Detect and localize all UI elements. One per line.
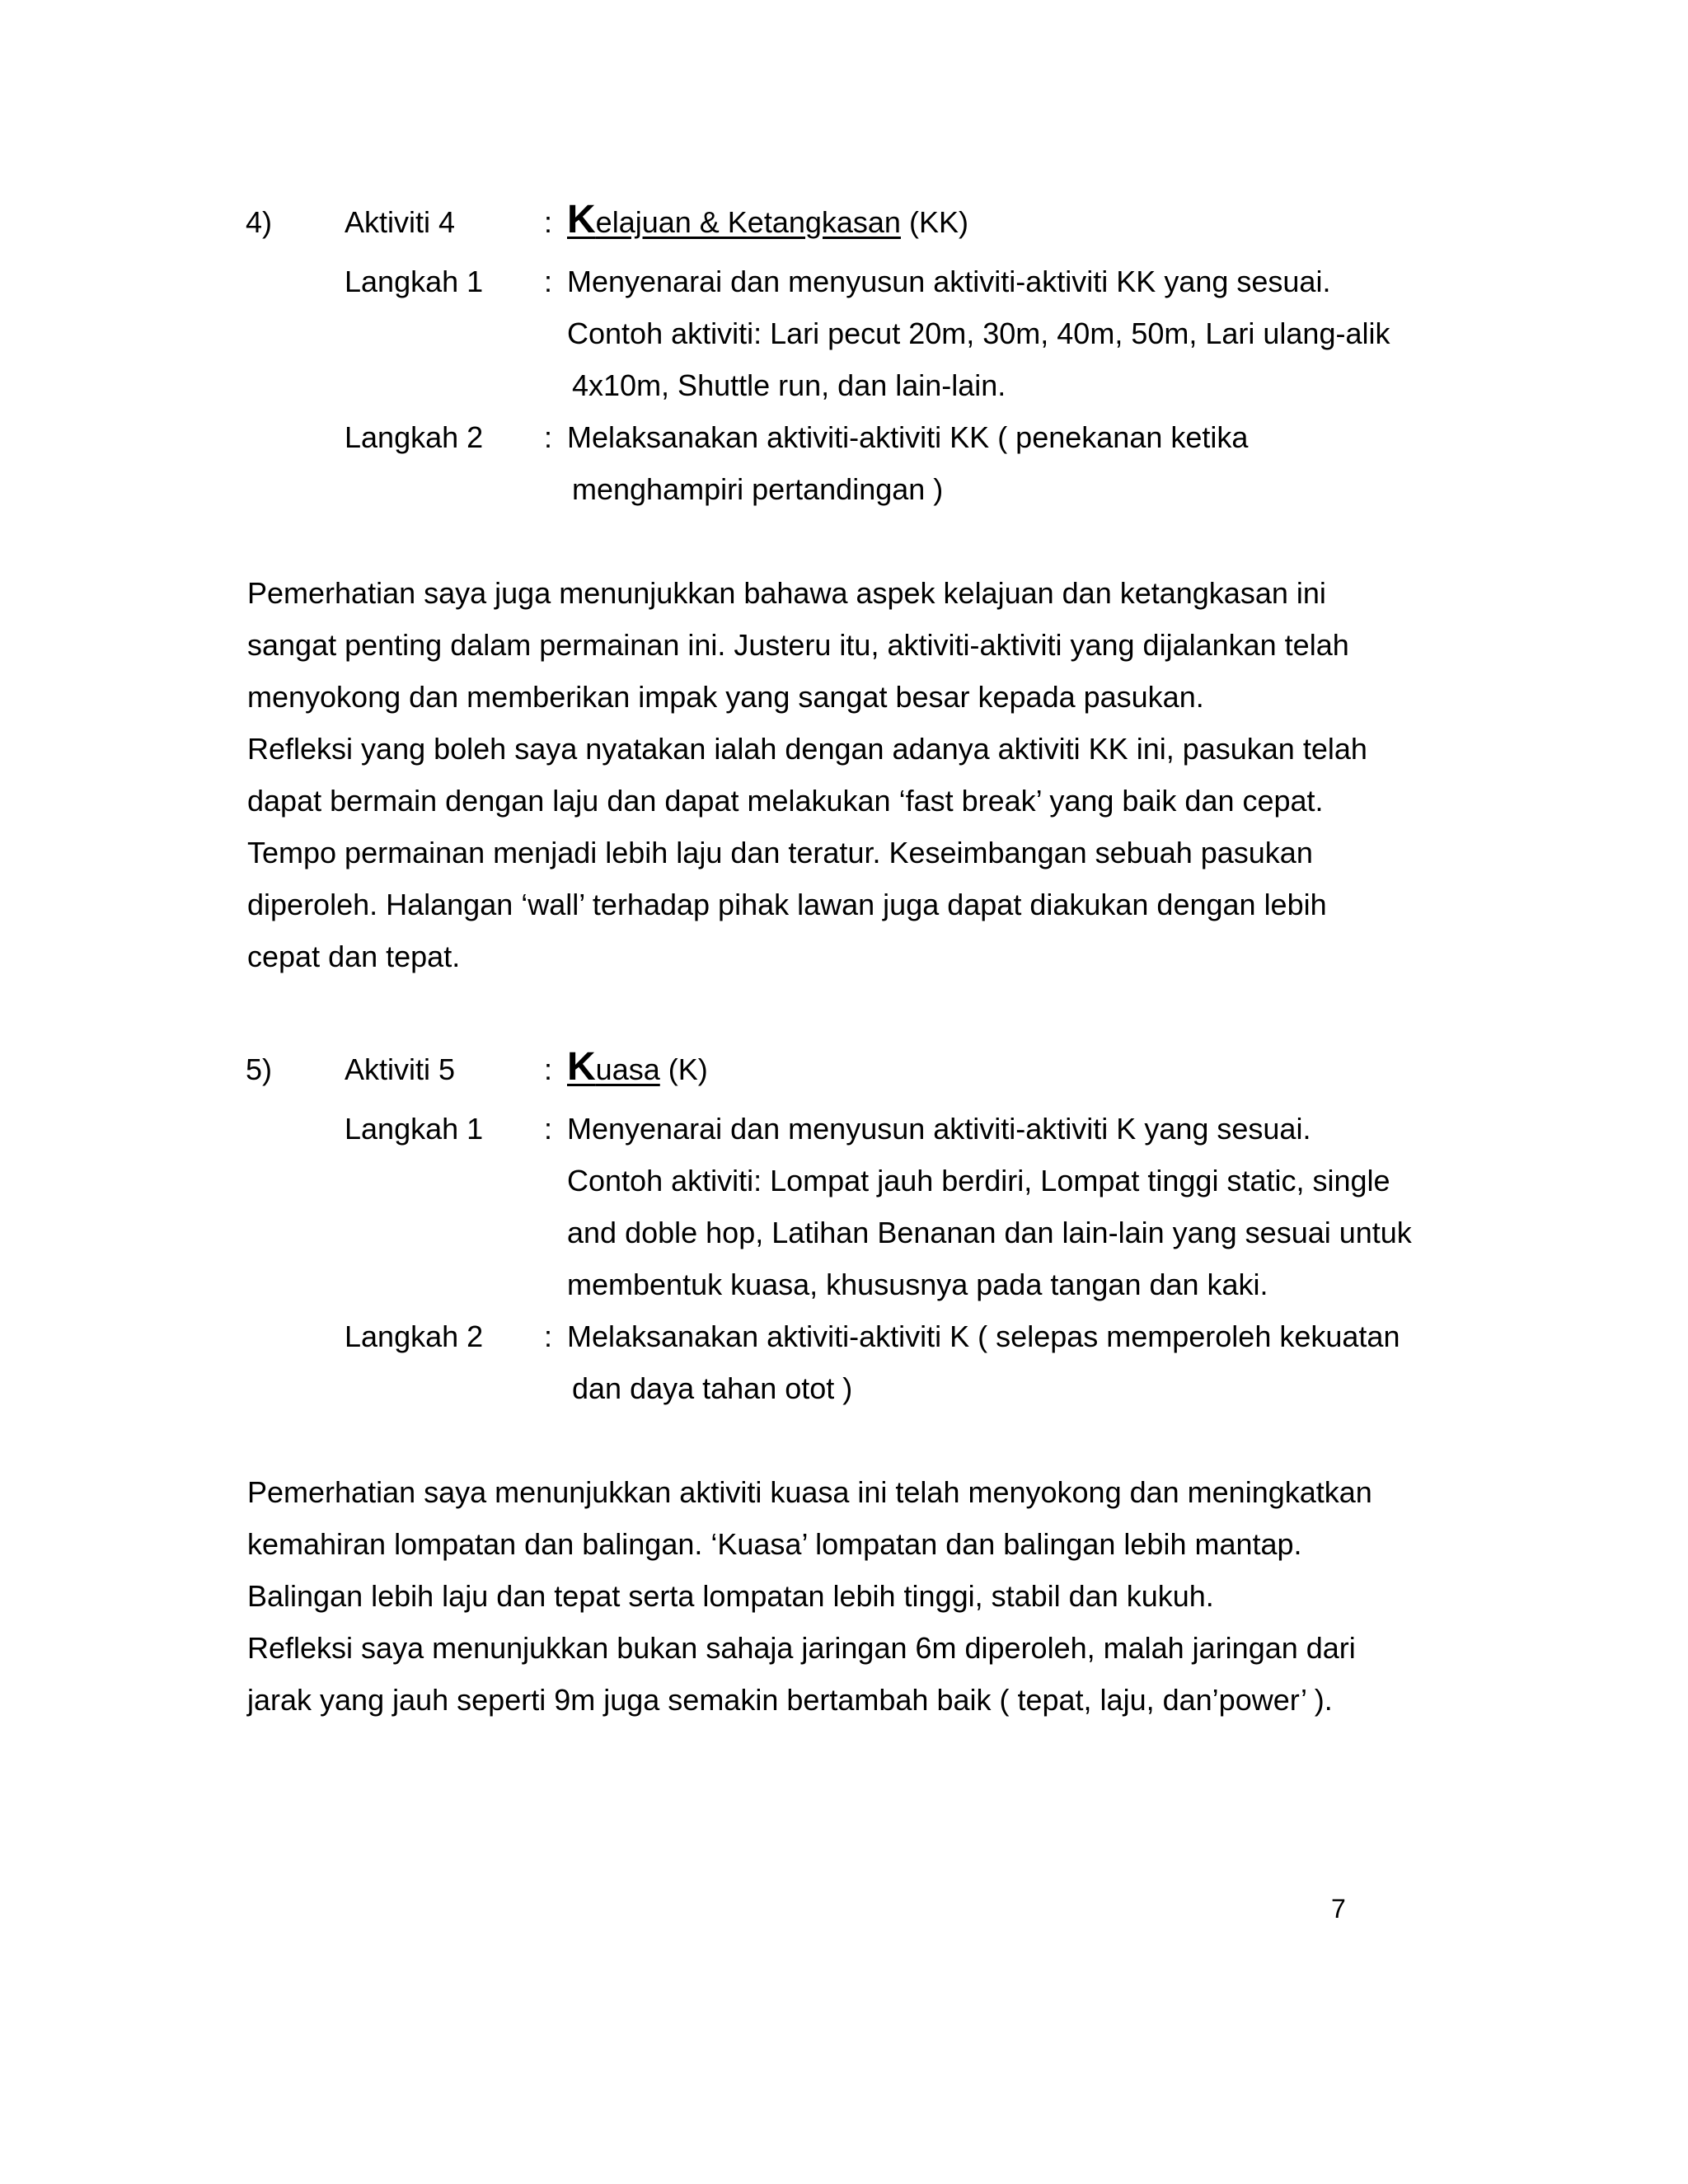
colon: : bbox=[544, 205, 553, 239]
step-text-line: Melaksanakan aktiviti-aktiviti K ( selepas memperoleh kekuatan bbox=[567, 1319, 1400, 1353]
activity-label: Aktiviti 4 bbox=[345, 205, 456, 239]
paragraph-line: kemahiran lompatan dan balingan. ‘Kuasa’ lompatan dan balingan lebih mantap. bbox=[247, 1527, 1302, 1561]
title-suffix: (KK) bbox=[908, 205, 968, 239]
section-number: 4) bbox=[246, 205, 273, 239]
step-label: Langkah 2 bbox=[345, 1319, 484, 1353]
step-label: Langkah 2 bbox=[345, 420, 484, 454]
paragraph-line: diperoleh. Halangan ‘wall’ terhadap pihak lawan juga dapat diakukan dengan lebih bbox=[247, 888, 1327, 921]
step-text-line: Menyenarai dan menyusun aktiviti-aktiviti K yang sesuai. bbox=[567, 1112, 1311, 1146]
activity-title-underlined bbox=[567, 198, 901, 241]
activity-title-underlined bbox=[567, 1045, 660, 1089]
step-label: Langkah 1 bbox=[345, 1112, 484, 1146]
step-text-line: Contoh aktiviti: Lompat jauh berdiri, Lompat tinggi static, single bbox=[567, 1164, 1390, 1197]
section-number: 5) bbox=[246, 1052, 273, 1086]
step-text-line: Melaksanakan aktiviti-aktiviti KK ( penekanan ketika bbox=[567, 420, 1249, 454]
paragraph-line: dapat bermain dengan laju dan dapat melakukan ‘fast break’ yang baik dan cepat. bbox=[247, 784, 1324, 818]
colon: : bbox=[544, 1052, 553, 1086]
paragraph-line: Refleksi saya menunjukkan bukan sahaja jaringan 6m diperoleh, malah jaringan dari bbox=[247, 1631, 1356, 1665]
colon: : bbox=[544, 265, 553, 298]
colon: : bbox=[544, 420, 553, 454]
page-number: 7 bbox=[1331, 1894, 1346, 1924]
title-suffix: (K) bbox=[668, 1052, 708, 1086]
paragraph-line: Pemerhatian saya juga menunjukkan bahawa aspek kelajuan dan ketangkasan ini bbox=[247, 576, 1326, 610]
step-text-line: Menyenarai dan menyusun aktiviti-aktiviti KK yang sesuai. bbox=[567, 265, 1331, 298]
step-text-line: Contoh aktiviti: Lari pecut 20m, 30m, 40m, 50m, Lari ulang-alik bbox=[567, 316, 1390, 350]
step-text-line: and doble hop, Latihan Benanan dan lain-lain yang sesuai untuk bbox=[567, 1216, 1412, 1249]
paragraph-line: Balingan lebih laju dan tepat serta lompatan lebih tinggi, stabil dan kukuh. bbox=[247, 1579, 1214, 1613]
activity-label: Aktiviti 5 bbox=[345, 1052, 456, 1086]
paragraph-line: Pemerhatian saya menunjukkan aktiviti kuasa ini telah menyokong dan meningkatkan bbox=[247, 1475, 1372, 1509]
title-rest: elajuan & Ketangkasan bbox=[595, 205, 901, 239]
paragraph-line: Tempo permainan menjadi lebih laju dan teratur. Keseimbangan sebuah pasukan bbox=[247, 836, 1313, 869]
colon: : bbox=[544, 1112, 553, 1146]
paragraph-line: cepat dan tepat. bbox=[247, 940, 461, 973]
paragraph-line: jarak yang jauh seperti 9m juga semakin bertambah baik ( tepat, laju, dan’power’ ). bbox=[247, 1683, 1333, 1717]
step-text-line: dan daya tahan otot ) bbox=[572, 1371, 853, 1405]
paragraph-line: Refleksi yang boleh saya nyatakan ialah dengan adanya aktiviti KK ini, pasukan telah bbox=[247, 732, 1367, 766]
title-initial: K bbox=[567, 1045, 596, 1089]
paragraph-line: sangat penting dalam permainan ini. Justeru itu, aktiviti-aktiviti yang dijalankan telah bbox=[247, 628, 1349, 662]
step-label: Langkah 1 bbox=[345, 265, 484, 298]
step-text-line: 4x10m, Shuttle run, dan lain-lain. bbox=[572, 368, 1006, 402]
title-initial: K bbox=[567, 198, 596, 241]
paragraph-line: menyokong dan memberikan impak yang sangat besar kepada pasukan. bbox=[247, 680, 1204, 714]
colon: : bbox=[544, 1319, 553, 1353]
title-rest: uasa bbox=[595, 1052, 660, 1086]
step-text-line: membentuk kuasa, khususnya pada tangan dan kaki. bbox=[567, 1268, 1268, 1301]
activity-title bbox=[567, 1047, 708, 1087]
step-text-line: menghampiri pertandingan ) bbox=[572, 472, 944, 506]
activity-title bbox=[567, 200, 968, 240]
